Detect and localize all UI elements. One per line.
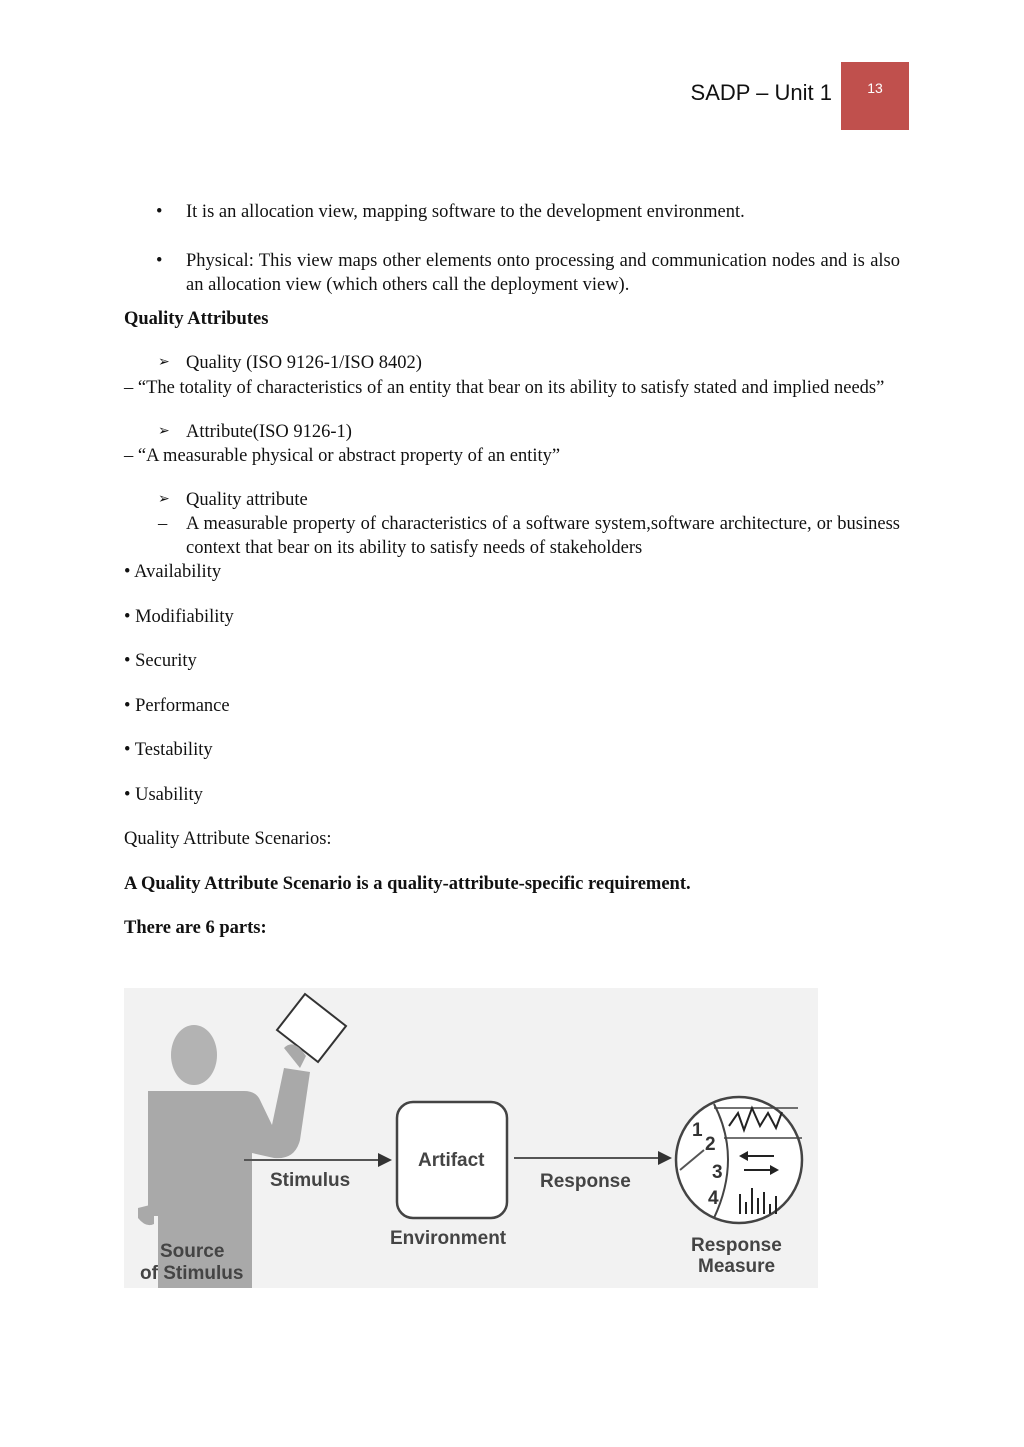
page-number-badge [841,62,909,130]
section-heading: Quality Attributes [124,309,269,329]
arrow-bullet-icon: ➢ [158,424,170,439]
definition-text: – “A measurable physical or abstract property of an entity” [124,446,561,466]
response-measure-dial-icon [676,1097,802,1223]
attribute-item: • Security [124,651,197,671]
dial-number-2: 2 [705,1134,716,1155]
attribute-item: • Usability [124,784,203,805]
definition-term [124,420,900,444]
attribute-item: • Testability [124,740,213,760]
running-header-title: SADP – Unit 1 [690,80,832,105]
bullet-item [124,200,900,224]
definition-body: A measurable property of characteristics of a software system,software architecture, or business context that bear on its ability to satisfy needs of stakeholders [186,514,900,558]
arrow-bullet-icon: ➢ [158,355,170,370]
attribute-item: • Modifiability [124,606,234,627]
definition-term-text: Quality attribute [186,490,308,510]
environment-label: Environment [390,1228,507,1249]
artifact-label: Artifact [418,1150,485,1171]
quality-scenario-diagram [124,988,818,1288]
stimulus-label: Stimulus [270,1170,351,1191]
definition-term [124,351,900,375]
bullet-dot-icon: • [156,202,163,222]
page-content [124,200,900,940]
definition-text [124,512,900,560]
bullet-item [124,249,900,297]
bullet-text: Physical: This view maps other elements onto processing and communication nodes and is also an allocation view (which others call the deployment view). [186,251,900,295]
parts-label: There are 6 parts: [124,918,267,938]
dial-number-1: 1 [692,1120,703,1141]
attribute-item: • Availability [124,562,222,582]
dial-number-4: 4 [708,1188,719,1209]
dial-number-3: 3 [712,1162,723,1183]
definition-term [124,488,900,512]
response-measure-label-line1: Response [691,1235,782,1256]
scenarios-label: Quality Attribute Scenarios: [124,829,332,849]
arrow-bullet-icon: ➢ [158,492,170,507]
definition-text: – “The totality of characteristics of an entity that bear on its ability to satisfy stated and implied needs” [124,378,885,398]
bullet-dot-icon: • [156,251,163,271]
response-label: Response [540,1171,631,1192]
page-number: 13 [867,80,883,96]
definition-term-text: Attribute(ISO 9126-1) [186,422,352,442]
response-measure-label-line2: Measure [698,1256,776,1277]
dash-mark: – [158,514,168,534]
source-label-line2: of Stimulus [140,1263,244,1284]
source-label-line1: Source [160,1241,225,1262]
bullet-text: It is an allocation view, mapping software to the development environment. [186,202,745,222]
scenario-statement: A Quality Attribute Scenario is a quality-attribute-specific requirement. [124,873,691,894]
attribute-item: • Performance [124,695,230,716]
definition-term-text: Quality (ISO 9126-1/ISO 8402) [186,353,422,373]
